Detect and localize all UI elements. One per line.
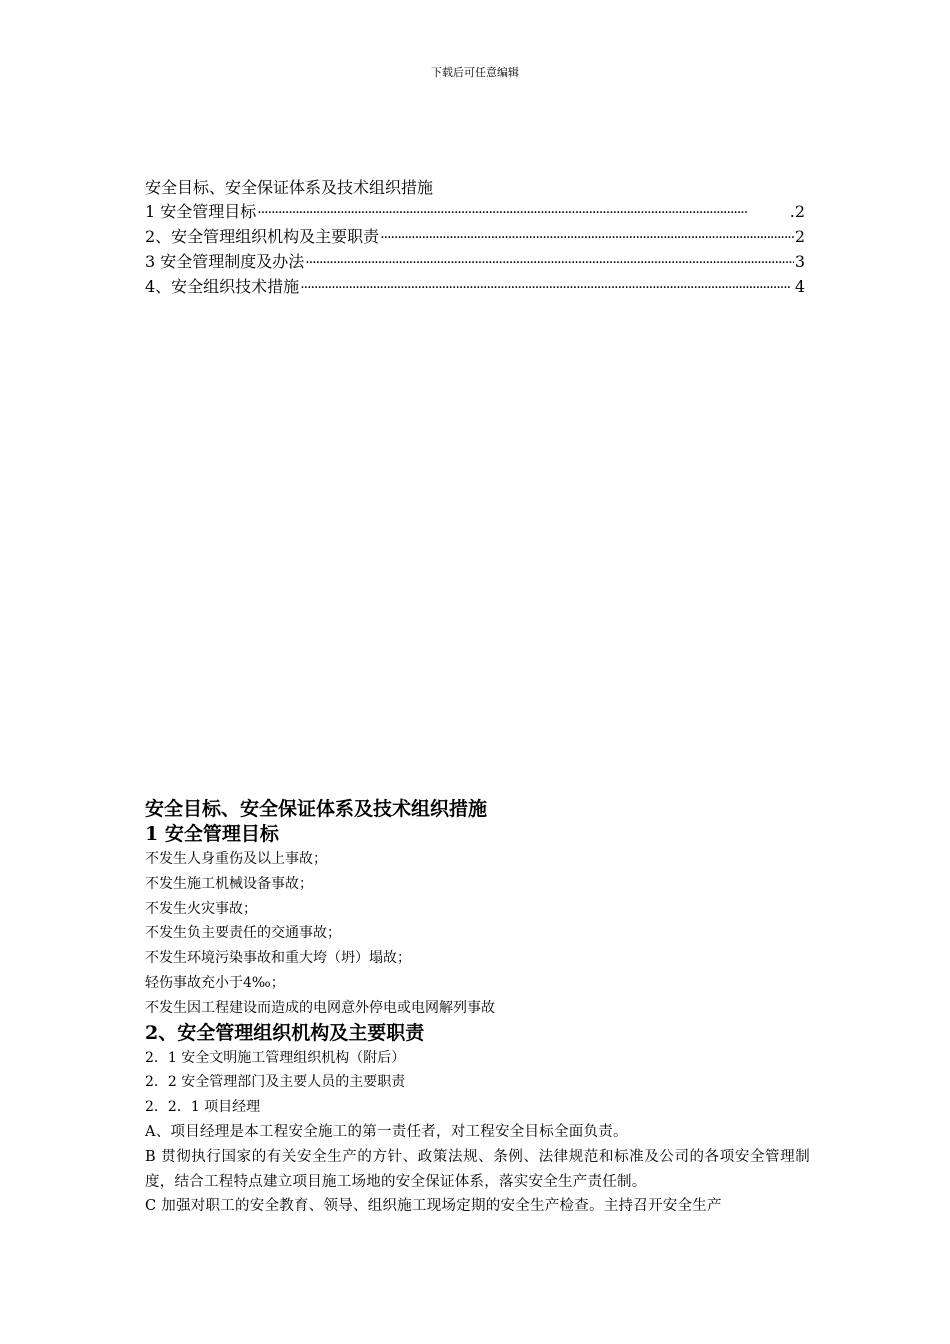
duty-paragraph: B 贯彻执行国家的有关安全生产的方针、政策法规、条例、法律规范和标准及公司的各项安全管理制度，结合工程特点建立项目施工场地的安全保证体系，落实安全生产责任制。 (145, 1148, 810, 1190)
goal-item: 不发生负主要责任的交通事故； (145, 925, 341, 942)
toc-entry-page: 3 (794, 252, 805, 271)
header-note: 下载后可任意编辑 (431, 66, 519, 79)
toc-entry-page: 2 (794, 227, 805, 246)
toc-entry[interactable] (145, 275, 805, 300)
table-of-contents (145, 176, 805, 300)
toc-entry-page: .2 (789, 202, 805, 221)
document-body (145, 796, 810, 1219)
section-heading: 2、安全管理组织机构及主要职责 (145, 1021, 425, 1044)
toc-entry[interactable] (145, 250, 805, 275)
toc-title: 安全目标、安全保证体系及技术组织措施 (145, 178, 434, 197)
toc-entry-page: 4 (794, 277, 805, 296)
duty-paragraph: C 加强对职工的安全教育、领导、组织施工现场定期的安全生产检查。主持召开安全生产 (145, 1198, 722, 1215)
document-title: 安全目标、安全保证体系及技术组织措施 (145, 798, 488, 820)
toc-entry[interactable] (145, 225, 805, 250)
toc-entry-label: 4、安全组织技术措施 (145, 277, 300, 296)
section-heading: 1 安全管理目标 (145, 823, 279, 845)
goal-item: 不发生因工程建设而造成的电网意外停电或电网解列事故 (145, 999, 495, 1016)
toc-entry-label: 1 安全管理目标 (145, 202, 257, 221)
goal-item: 不发生环境污染事故和重大垮（坍）塌故； (145, 950, 411, 967)
goal-item: 不发生火灾事故； (145, 900, 257, 917)
goal-item: 不发生施工机械设备事故； (145, 875, 313, 892)
subsection-line: 2．1 安全文明施工管理组织机构（附后） (145, 1049, 406, 1066)
toc-dot-leader (305, 251, 794, 275)
toc-dot-leader (300, 276, 794, 300)
goal-item: 轻伤事故充小于4‰； (145, 974, 285, 991)
subsection-line: 2．2 安全管理部门及主要人员的主要职责 (145, 1074, 406, 1091)
toc-entry-label: 3 安全管理制度及办法 (145, 252, 305, 271)
toc-dot-leader (380, 226, 794, 250)
toc-entry[interactable] (145, 200, 805, 225)
toc-dot-leader (257, 201, 788, 225)
toc-entry-label: 2、安全管理组织机构及主要职责 (145, 227, 380, 246)
goal-item: 不发生人身重伤及以上事故； (145, 851, 327, 867)
duty-paragraph: A、项目经理是本工程安全施工的第一责任者，对工程安全目标全面负责。 (145, 1123, 628, 1140)
subsection-line: 2．2．1 项目经理 (145, 1099, 261, 1116)
